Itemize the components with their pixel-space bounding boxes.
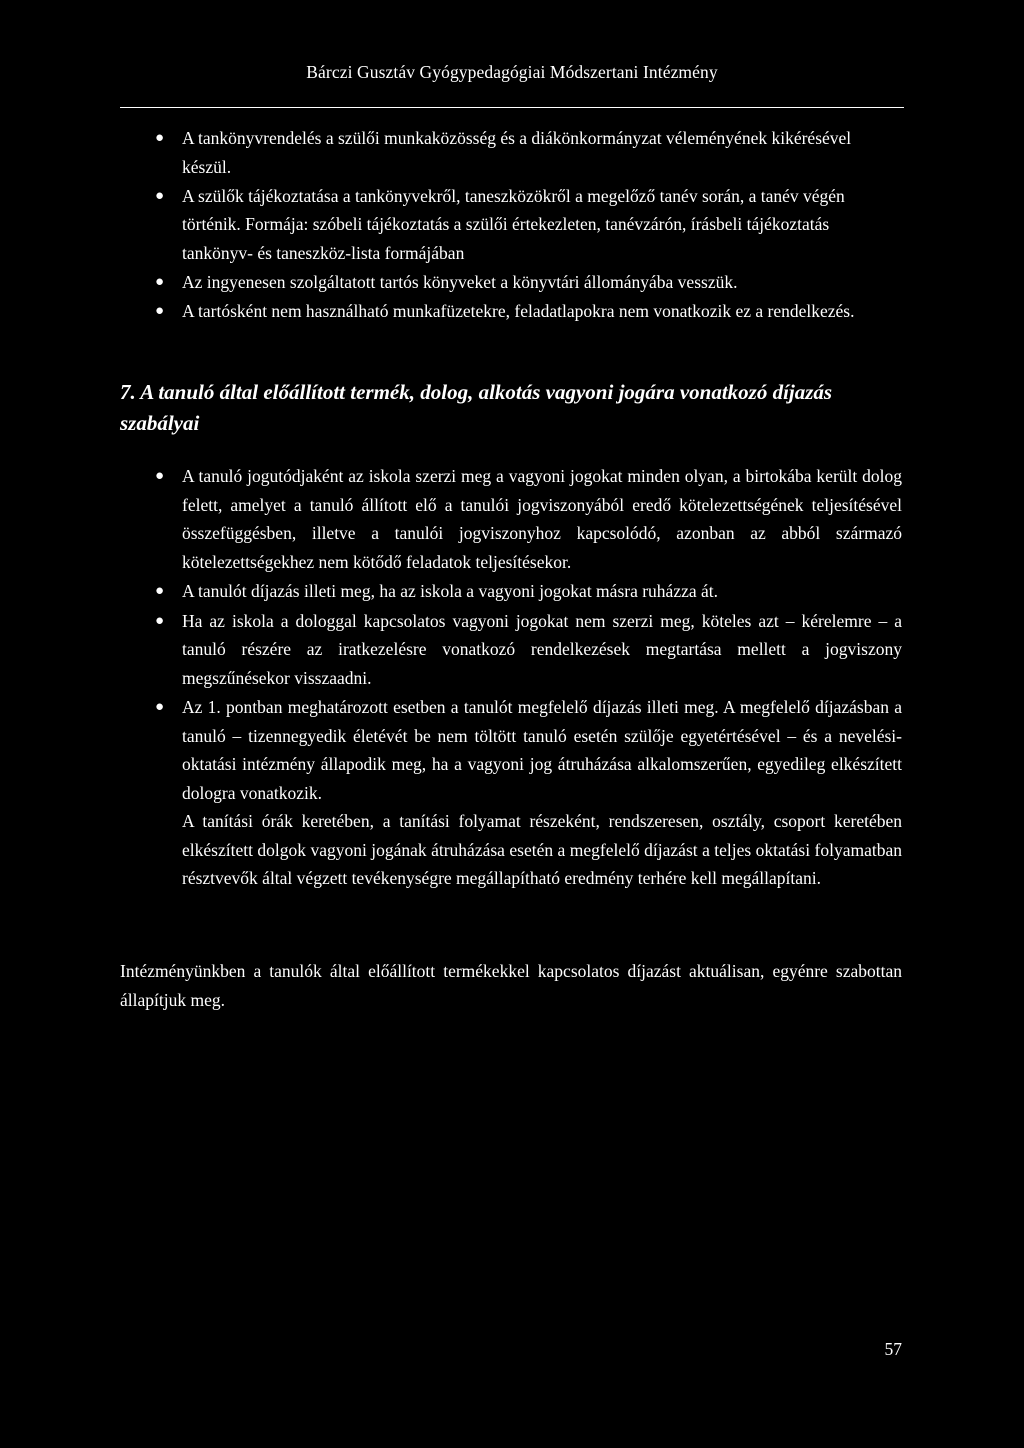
list-item-text: A szülők tájékoztatása a tankönyvekről, taneszközökről a megelőző tanév során, a tanév végén történik. Formája: szóbeli tájékoztatás a szülői értekezleten, tanévzárón, írásbeli tájékoztatás tankönyv- és taneszköz-lista formájában bbox=[182, 185, 845, 264]
list-item-text: A tanulót díjazás illeti meg, ha az iskola a vagyoni jogokat másra ruházza át. bbox=[182, 581, 718, 601]
top-bullet-list bbox=[120, 124, 902, 326]
bullet-icon: ● bbox=[155, 583, 165, 599]
bullet-icon: ● bbox=[155, 187, 165, 204]
bullet-icon: ● bbox=[155, 130, 165, 146]
bullet-icon: ● bbox=[155, 699, 165, 715]
list-item bbox=[120, 462, 902, 576]
closing-paragraph: Intézményünkben a tanulók által előállított termékekkel kapcsolatos díjazást aktuálisan, egyénre szabottan állapítjuk meg. bbox=[120, 961, 902, 1010]
list-item bbox=[120, 268, 902, 297]
list-item-text: A tartósként nem használható munkafüzetekre, feladatlapokra nem vonatkozik ez a rendelkezés. bbox=[182, 300, 855, 321]
section-heading: 7. A tanuló által előállított termék, dolog, alkotás vagyoni jogára vonatkozó díjazás szabályai bbox=[120, 380, 833, 435]
bullet-icon: ● bbox=[155, 302, 165, 319]
list-item-text: Az ingyenesen szolgáltatott tartós könyveket a könyvtári állományába vesszük. bbox=[182, 271, 738, 292]
list-item-text: A tankönyvrendelés a szülői munkaközösség és a diákönkormányzat véleményének kikérésével készül. bbox=[182, 128, 852, 177]
list-item bbox=[120, 124, 902, 182]
page-header: Bárczi Gusztáv Gyógypedagógiai Módszertani Intézmény bbox=[306, 62, 718, 82]
list-item bbox=[120, 182, 902, 268]
bullet-icon: ● bbox=[155, 273, 165, 290]
list-item bbox=[120, 693, 902, 893]
main-bullet-list bbox=[120, 462, 902, 894]
list-item-text: Ha az iskola a dologgal kapcsolatos vagyoni jogokat nem szerzi meg, köteles azt – kérelemre – a tanuló részére az iratkezelésre vonatkozó rendelkezések megtartása mellett a jogviszony megszűnésekor visszaadni. bbox=[182, 610, 902, 688]
bullet-icon: ● bbox=[155, 612, 165, 629]
list-item-text: A tanuló jogutódjaként az iskola szerzi meg a vagyoni jogokat minden olyan, a birtokába került dolog felett, amelyet a tanuló állított elő a tanulói jogviszonyából eredő kötelezettségének teljesítésével összefüggésben, illetve a tanulói jogviszonyhoz kapcsolódó, azonban az abból származó kötelezettségekhez nem kötődő feladatok teljesítésekor. bbox=[182, 466, 902, 572]
list-item-text: Az 1. pontban meghatározott esetben a tanulót megfelelő díjazás illeti meg. A megfelelő díjazásban a tanuló – tizennegyedik életévét be nem töltött tanuló esetén szülője egyetértésével – és a nevelési-oktatási intézmény állapodik meg, ha a vagyoni jog átruházása alkalomszerűen, egyedileg elkészített dologra vonatkozik. bbox=[182, 697, 902, 803]
page-number: 57 bbox=[884, 1339, 902, 1359]
bullet-icon: ● bbox=[155, 468, 165, 484]
header-divider bbox=[120, 107, 904, 108]
list-item bbox=[120, 577, 902, 606]
list-item bbox=[120, 297, 902, 326]
list-item-continuation: A tanítási órák keretében, a tanítási folyamat részeként, rendszeresen, osztály, csoport keretében elkészített dolgok vagyoni jogának átruházása esetén a megfelelő díjazást a teljes oktatási folyamatban résztvevők által végzett tevékenységre megállapítható eredmény terhére kell megállapítani. bbox=[182, 811, 902, 888]
list-item bbox=[120, 607, 902, 693]
